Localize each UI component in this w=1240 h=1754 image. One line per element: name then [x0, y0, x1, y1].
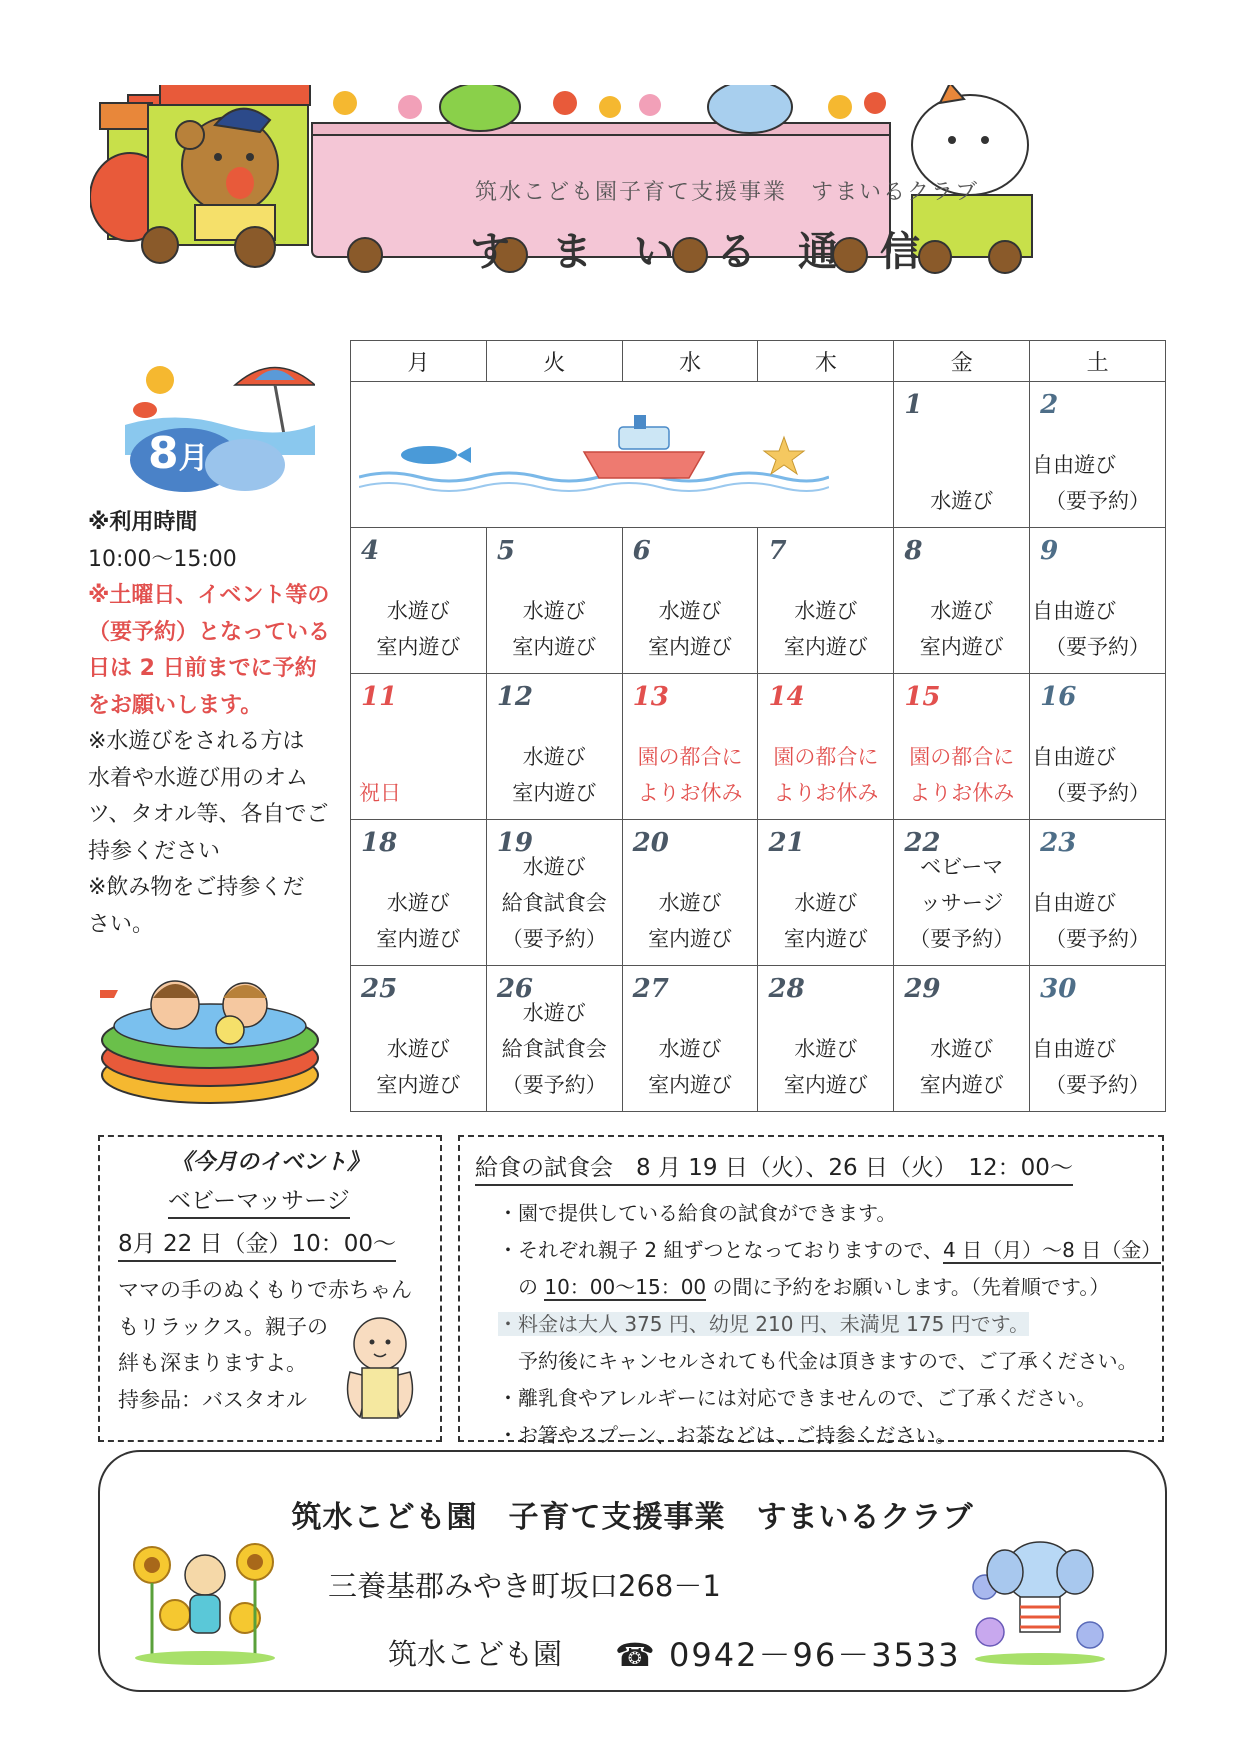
header-subtitle: 筑水こども園子育て支援事業 すまいるクラブ — [475, 180, 980, 205]
day-number: 15 — [904, 682, 941, 712]
footer-title: 筑水こども園 子育て支援事業 すまいるクラブ — [291, 1500, 974, 1535]
calendar-day-cell — [894, 966, 1030, 1112]
calendar-day-cell — [351, 820, 487, 966]
calendar-week-row — [351, 820, 1166, 966]
weekday-header: 月 — [351, 341, 487, 382]
calendar-day-cell — [758, 528, 894, 674]
calendar-day-cell — [894, 820, 1030, 966]
day-number: 26 — [496, 974, 534, 1004]
calendar-day-cell — [1030, 966, 1166, 1112]
calendar-day-cell — [1030, 382, 1166, 528]
usage-info-line: をお願いします。 — [88, 692, 263, 718]
day-activity: 水遊び 給食試食会 （要予約） — [501, 855, 607, 951]
day-number: 2 — [1040, 390, 1059, 420]
day-activity: 祝日 — [359, 781, 401, 805]
weekday-header: 水 — [622, 341, 758, 382]
event-name: ベビーマッサージ — [168, 1182, 350, 1219]
day-activity: 自由遊び （要予約） — [1032, 891, 1151, 951]
day-activity: 水遊び 室内遊び — [648, 891, 733, 951]
calendar-day-cell — [622, 674, 758, 820]
day-activity: 水遊び 室内遊び — [512, 745, 597, 805]
calendar-day-cell — [758, 966, 894, 1112]
calendar-week-row — [351, 382, 1166, 528]
event-date: 8月 22 日（金）10：00～ — [118, 1225, 396, 1262]
day-number: 14 — [768, 682, 805, 712]
day-number: 9 — [1040, 536, 1059, 566]
day-number: 13 — [632, 682, 669, 712]
day-activity: 水遊び 室内遊び — [376, 599, 461, 659]
day-activity: 水遊び 室内遊び — [783, 599, 868, 659]
usage-info-line: ツ、タオル等、各自でご — [88, 802, 329, 827]
lunch-detail-line: ・それぞれ親子 2 組ずつとなっておりますので、4 日（月）～8 日（金） — [498, 1238, 1162, 1262]
usage-info-line: ※水遊びをされる方は — [88, 729, 305, 754]
day-number: 22 — [904, 828, 941, 858]
calendar-day-cell — [486, 966, 622, 1112]
day-activity: 園の都合に よりお休み — [909, 745, 1015, 805]
day-number: 7 — [768, 536, 787, 566]
calendar-day-cell — [894, 674, 1030, 820]
calendar-week-row — [351, 674, 1166, 820]
calendar-week-row — [351, 528, 1166, 674]
usage-info-line: （要予約）となっている — [88, 619, 331, 645]
day-number: 19 — [496, 828, 534, 858]
calendar-august — [350, 340, 1166, 1112]
day-activity: 園の都合に よりお休み — [773, 745, 879, 805]
day-number: 4 — [361, 536, 380, 566]
day-number: 23 — [1040, 828, 1077, 858]
calendar-day-cell — [1030, 820, 1166, 966]
usage-info — [88, 505, 343, 943]
usage-info-line: ※飲み物をご持参くだ — [88, 875, 305, 900]
day-activity: 自由遊び （要予約） — [1032, 745, 1151, 805]
day-activity: 水遊び 室内遊び — [512, 599, 597, 659]
baby-illustration — [340, 1312, 420, 1422]
day-number: 27 — [632, 974, 669, 1004]
day-activity: 水遊び — [930, 489, 994, 513]
pool-illustration — [95, 960, 325, 1105]
calendar-day-cell — [758, 674, 894, 820]
day-activity: 水遊び 室内遊び — [783, 1037, 868, 1097]
day-number: 21 — [768, 828, 805, 858]
elephant-illustration — [965, 1537, 1115, 1667]
day-activity: ベビーマ ッサージ （要予約） — [909, 855, 1015, 951]
lunch-details — [498, 1195, 1161, 1454]
calendar-day-cell — [486, 820, 622, 966]
footer-phone: ☎ 0942－96－3533 — [615, 1636, 961, 1674]
footer-contact — [98, 1450, 1167, 1692]
lunch-detail-line: ・離乳食やアレルギーには対応できませんので、ご了承ください。 — [498, 1386, 1097, 1410]
day-number: 25 — [361, 974, 398, 1004]
day-number: 6 — [632, 536, 651, 566]
month-label: 8月 — [148, 428, 209, 479]
usage-info-line: ※土曜日、イベント等の — [88, 583, 330, 608]
calendar-day-cell — [894, 528, 1030, 674]
day-activity: 水遊び 室内遊び — [919, 599, 1004, 659]
weekday-header: 土 — [1030, 341, 1166, 382]
lunch-detail-line: ・お箸やスプーン、お茶などは、ご持参ください。 — [498, 1423, 956, 1447]
calendar-day-cell — [1030, 674, 1166, 820]
calendar-day-cell — [894, 382, 1030, 528]
day-number: 8 — [904, 536, 923, 566]
usage-info-line: 水着や水遊び用のオム — [88, 765, 309, 791]
event-description: ママの手のぬくもりで赤ちゃん もリラックス。親子の 絆も深まりますよ。 持参品：バスタオル — [118, 1278, 412, 1412]
calendar-boat-illustration-cell — [351, 382, 894, 528]
boat-illustration — [359, 407, 829, 507]
footer-address: 三養基郡みやき町坂口268－1 — [328, 1569, 721, 1603]
calendar-day-cell — [351, 966, 487, 1112]
calendar-day-cell — [622, 966, 758, 1112]
day-number: 11 — [361, 682, 398, 712]
weekday-header: 木 — [758, 341, 894, 382]
day-number: 28 — [768, 974, 805, 1004]
calendar-day-cell — [351, 674, 487, 820]
usage-info-line: 持参ください — [88, 838, 221, 864]
calendar-day-cell — [486, 674, 622, 820]
calendar-weekday-row — [351, 341, 1166, 382]
lunch-detail-line: ・料金は大人 375 円、幼児 210 円、未満児 175 円です。 — [498, 1312, 1030, 1336]
usage-info-line: 日は 2 日前までに予約 — [88, 656, 317, 681]
usage-info-line: 10:00～15:00 — [88, 546, 237, 572]
weekday-header: 火 — [486, 341, 622, 382]
weekday-header: 金 — [894, 341, 1030, 382]
lunch-detail-line: 予約後にキャンセルされても代金は頂きますので、ご了承ください。 — [518, 1349, 1138, 1373]
calendar-day-cell — [622, 820, 758, 966]
day-activity: 自由遊び （要予約） — [1032, 1037, 1151, 1097]
calendar-day-cell — [351, 528, 487, 674]
day-activity: 水遊び 給食試食会 （要予約） — [501, 1001, 607, 1097]
day-number: 18 — [361, 828, 398, 858]
day-activity: 水遊び 室内遊び — [919, 1037, 1004, 1097]
day-number: 16 — [1040, 682, 1077, 712]
calendar-day-cell — [758, 820, 894, 966]
header-banner — [90, 85, 1155, 300]
calendar-week-row — [351, 966, 1166, 1112]
day-activity: 自由遊び （要予約） — [1032, 453, 1151, 513]
day-activity: 自由遊び （要予約） — [1032, 599, 1151, 659]
calendar-day-cell — [622, 528, 758, 674]
cat-sunflower-illustration — [130, 1540, 280, 1665]
calendar-day-cell — [486, 528, 622, 674]
day-number: 29 — [904, 974, 941, 1004]
day-activity: 水遊び 室内遊び — [376, 891, 461, 951]
day-number: 1 — [904, 390, 923, 420]
footer-org-name: 筑水こども園 — [388, 1637, 563, 1671]
lunch-detail-line: の 10：00～15：00 の間に予約をお願いします。（先着順です。） — [518, 1275, 1110, 1299]
day-number: 5 — [496, 536, 515, 566]
day-number: 12 — [496, 682, 534, 712]
calendar-day-cell — [1030, 528, 1166, 674]
lunch-detail-line: ・園で提供している給食の試食ができます。 — [498, 1201, 897, 1225]
lunch-heading: 給食の試食会 8 月 19 日（火）、26 日（火） 12：00～ — [475, 1149, 1073, 1186]
day-activity: 水遊び 室内遊び — [648, 599, 733, 659]
day-number: 20 — [632, 828, 669, 858]
event-heading: 《今月のイベント》 — [170, 1150, 369, 1175]
day-activity: 園の都合に よりお休み — [637, 745, 743, 805]
day-activity: 水遊び 室内遊び — [376, 1037, 461, 1097]
day-activity: 水遊び 室内遊び — [648, 1037, 733, 1097]
monthly-event-box — [98, 1135, 442, 1442]
day-activity: 水遊び 室内遊び — [783, 891, 868, 951]
header-title: すまいる通信 — [470, 229, 962, 275]
day-number: 30 — [1040, 974, 1077, 1004]
lunch-tasting-box — [458, 1135, 1164, 1447]
usage-info-line: さい。 — [88, 911, 155, 937]
usage-info-line: ※利用時間 — [88, 510, 198, 535]
